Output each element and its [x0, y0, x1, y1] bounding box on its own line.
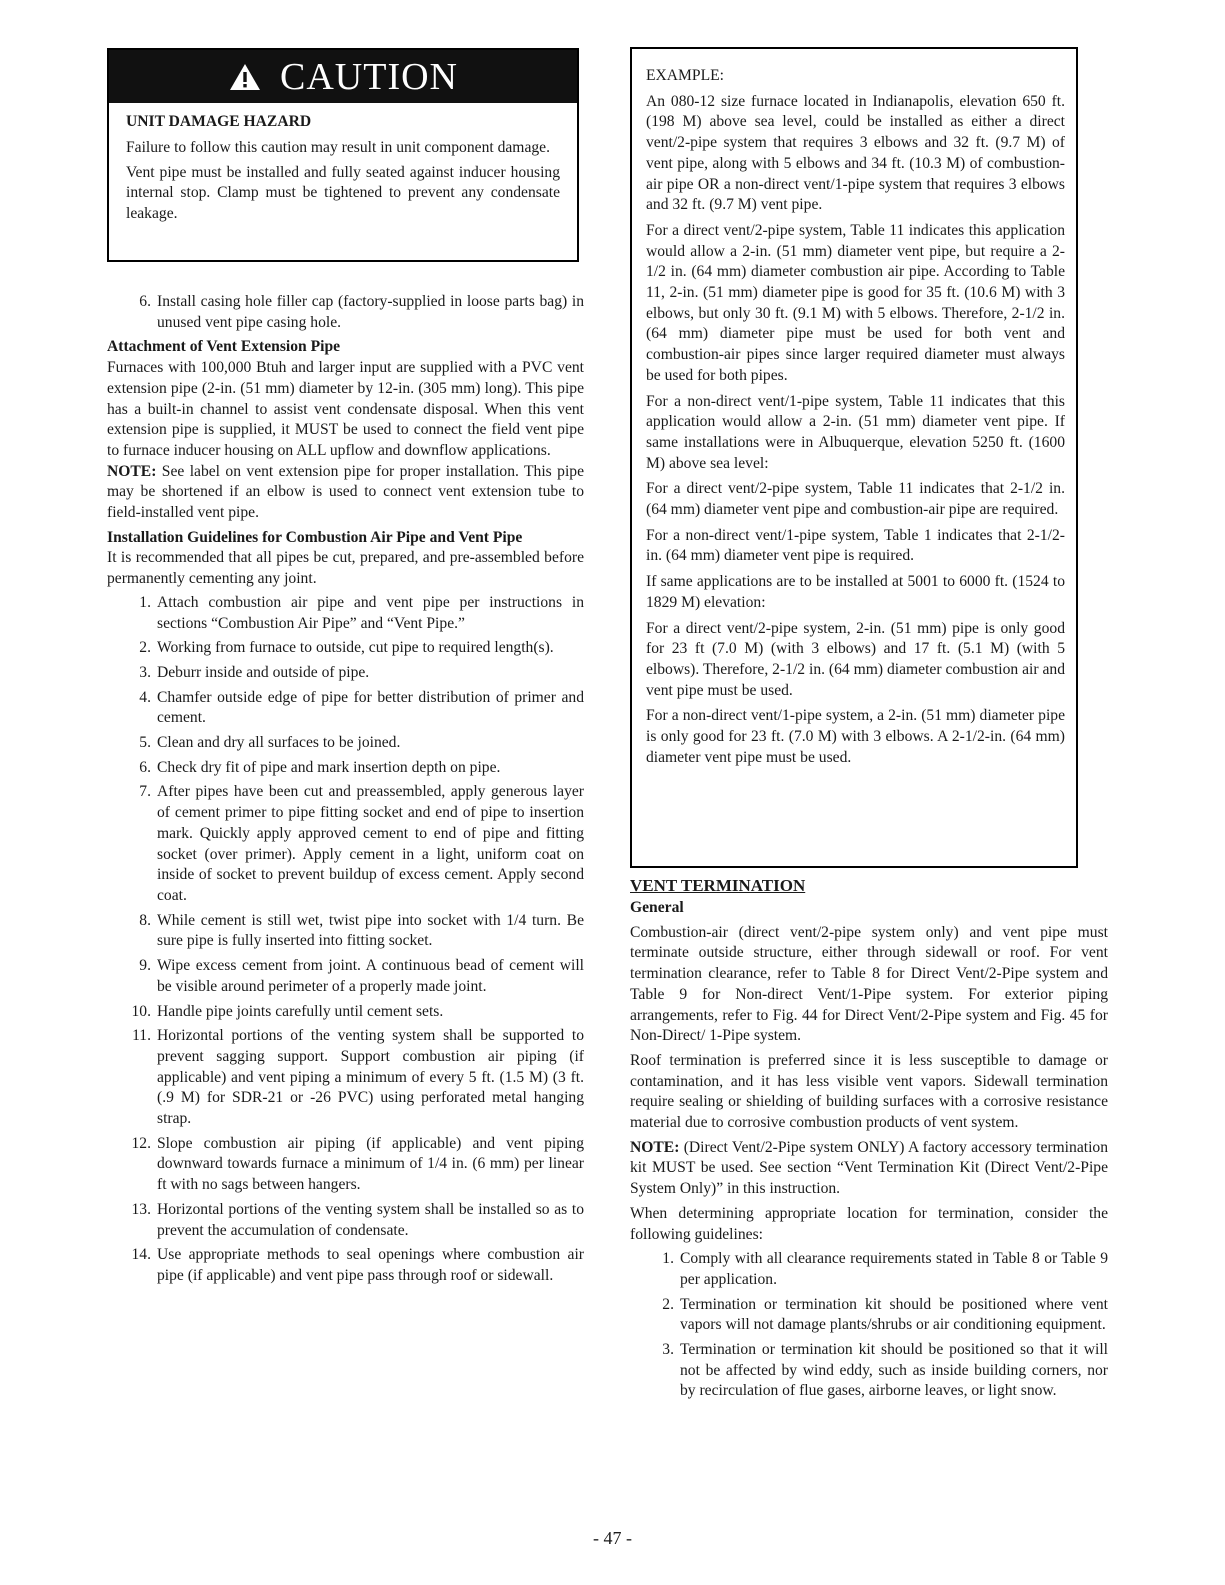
list-item: 7. After pipes have been cut and preassembled, apply generous layer of cement primer to pipe fitting socket and end of pipe to insertion mark. Quickly apply approved cement to end of pipe and fitting socket (over primer). Apply cement in a light, uniform coat on inside of socket to prevent buildup of excess cement. Apply second coat.: [139, 783, 584, 904]
example-paragraph: For a non-direct vent/1-pipe system, Table 1 indicates that 2-1/2-in. (64 mm) diameter vent pipe is required.: [646, 526, 1065, 565]
list-item: 2. Working from furnace to outside, cut pipe to required length(s).: [139, 639, 554, 657]
termination-paragraph: When determining appropriate location for termination, consider the following guidelines:: [630, 1204, 1108, 1243]
attachment-paragraph: Furnaces with 100,000 Btuh and larger input are supplied with a PVC vent extension pipe (2-in. (51 mm) diameter by 12-in. (305 mm) long). This pipe has a built-in channel to assist vent condensate disposal. When this vent extension pipe is supplied, it MUST be used to connect the field vent pipe to furnace inducer housing on ALL upflow and downflow applications.: [107, 359, 584, 459]
termination-paragraph: Roof termination is preferred since it is less susceptible to damage or contamination, and it has less visible vent vapors. Sidewall termination require sealing or shielding of building surfaces with a corrosive resistance material due to corrosive combustion products of vent system.: [630, 1051, 1108, 1132]
list-item: 3. Termination or termination kit should be positioned so that it will not be affected by wind eddy, such as inside building corners, nor by recirculation of flue gases, airborne leaves, or light snow.: [662, 1341, 1108, 1400]
example-paragraph: If same applications are to be installed at 5001 to 6000 ft. (1524 to 1829 M) elevation:: [646, 573, 1065, 611]
page-number: - 47 -: [593, 1528, 632, 1548]
list-item: 1. Attach combustion air pipe and vent pipe per instructions in sections “Combustion Air Pipe” and “Vent Pipe.”: [139, 593, 584, 632]
caution-text-2: Vent pipe must be installed and fully seated against inducer housing internal stop. Clamp must be tightened to prevent any condensate leakage.: [126, 163, 560, 223]
list-item: 14. Use appropriate methods to seal openings where combustion air pipe (if applicable) and vent pipe pass through roof or sidewall.: [131, 1246, 584, 1284]
note-paragraph: NOTE: See label on vent extension pipe for proper installation. This pipe may be shortened if an elbow is used to connect vent extension tube to field-installed vent pipe.: [107, 462, 584, 522]
list-item: 3. Deburr inside and outside of pipe.: [139, 663, 370, 681]
general-heading: General: [630, 899, 684, 916]
guidelines-list: [630, 1249, 1108, 1402]
attachment-heading: Attachment of Vent Extension Pipe: [107, 338, 341, 356]
list-item: 2. Termination or termination kit should be positioned where vent vapors will not damage plants/shrubs or air conditioning equipment.: [662, 1295, 1108, 1334]
example-label: EXAMPLE:: [646, 67, 724, 84]
list-item: 12. Slope combustion air piping (if applicable) and vent piping downward towards furnace a minimum of 1/4 in. (6 mm) per linear ft with no sags between hangers.: [131, 1134, 584, 1194]
caution-box: [107, 48, 579, 262]
list-item: 6. Install casing hole filler cap (factory-supplied in loose parts bag) in unused vent pipe casing hole.: [139, 293, 584, 331]
hazard-title: UNIT DAMAGE HAZARD: [126, 113, 312, 130]
install-paragraph: It is recommended that all pipes be cut, prepared, and pre-assembled before permanently cementing any joint.: [107, 549, 584, 588]
install-guidelines-heading: Installation Guidelines for Combustion Air Pipe and Vent Pipe: [107, 528, 523, 546]
section-title: VENT TERMINATION: [630, 876, 806, 895]
list-item: 11. Horizontal portions of the venting system shall be supported to prevent sagging support. Support combustion air piping (if applicable) and vent piping a minimum of every 5 ft. (1.5 M) (3 ft. (.9 M) for SDR-21 or -26 PVC) using perforated metal hanging strap.: [132, 1027, 584, 1128]
example-paragraph: For a non-direct vent/1-pipe system, a 2-in. (51 mm) diameter pipe is only good for 23 ft. (7.0 M) with 3 elbows. A 2-1/2-in. (64 mm) diameter vent pipe must be used.: [646, 707, 1065, 766]
list-item: 9. Wipe excess cement from joint. A continuous bead of cement will be visible around perimeter of a properly made joint.: [139, 957, 584, 995]
list-item: 10. Handle pipe joints carefully until cement sets.: [131, 1002, 444, 1020]
vent-termination-section: [630, 876, 1108, 1406]
example-paragraph: For a non-direct vent/1-pipe system, Table 11 indicates that this application would allow a 2-in. (51 mm) diameter vent pipe. If same installations were in Albuquerque, elevation 5250 ft. (1600 M) above sea level:: [646, 392, 1065, 472]
list-item: 5. Clean and dry all surfaces to be joined.: [139, 734, 401, 752]
list-item: 4. Chamfer outside edge of pipe for better distribution of primer and cement.: [139, 688, 584, 727]
list-item: 6. Check dry fit of pipe and mark insertion depth on pipe.: [139, 758, 501, 776]
install-steps-list: [107, 593, 584, 1287]
left-column: [107, 292, 584, 1291]
list-item: 13. Horizontal portions of the venting system shall be installed so as to prevent the accumulation of condensate.: [131, 1200, 584, 1239]
warning-triangle-icon: [228, 62, 262, 92]
list-item: 8. While cement is still wet, twist pipe into socket with 1/4 turn. Be sure pipe is fully inserted into fitting socket.: [139, 911, 584, 950]
example-paragraph: For a direct vent/2-pipe system, Table 11 indicates that 2-1/2 in. (64 mm) diameter vent pipe and combustion-air pipe are required.: [646, 480, 1065, 519]
list-item: 1. Comply with all clearance requirements stated in Table 8 or Table 9 per application.: [662, 1250, 1108, 1288]
termination-paragraph: Combustion-air (direct vent/2-pipe system only) and vent pipe must terminate outside structure, either through sidewall or roof. For vent termination clearance, refer to Table 8 for Direct Vent/2-Pipe system and Table 9 for Non-direct Vent/1-Pipe system. For exterior piping arrangements, refer to Fig. 44 for Direct Vent/2-Pipe system and Fig. 45 for Non-Direct/ 1-Pipe system.: [630, 923, 1108, 1045]
example-paragraph: For a direct vent/2-pipe system, Table 11 indicates this application would allow a 2-in. (51 mm) diameter vent pipe, but require a 2-1/2 in. (64 mm) diameter combustion air pipe. According to Table 11, 2-in. (51 mm) diameter pipe is good for 35 ft. (10.6 M) with 3 elbows, but only 30 ft. (9.1 M) with 5 elbows. Therefore, 2-1/2 in. (64 mm) diameter pipe must be used for both vent and combustion-air pipes since larger required diameter must always be used for both pipes.: [646, 221, 1065, 384]
example-paragraph: An 080-12 size furnace located in Indianapolis, elevation 650 ft. (198 M) above sea level, could be installed as either a direct vent/2-pipe system that requires 3 elbows and 32 ft. (9.7 M) of vent pipe, along with 5 elbows and 34 ft. (10.3 M) of combustion-air pipe OR a non-direct vent/1-pipe system that requires 3 elbows and 32 ft. (9.7 M) vent pipe.: [646, 92, 1065, 214]
example-paragraph: For a direct vent/2-pipe system, 2-in. (51 mm) pipe is only good for 23 ft (7.0 M) (with 3 elbows) and 17 ft. (5.1 M) (with 5 elbows). Therefore, 2-1/2 in. (64 mm) diameter combustion air and vent pipe must be used.: [646, 619, 1065, 699]
note-paragraph: NOTE: (Direct Vent/2-Pipe system ONLY) A factory accessory termination kit MUST be used. See section “Vent Termination Kit (Direct Vent/2-Pipe System Only)” in this instruction.: [630, 1138, 1108, 1198]
caution-header: [109, 50, 577, 103]
example-box: [630, 47, 1078, 868]
caution-text-1: Failure to follow this caution may result in unit component damage.: [126, 139, 550, 156]
caution-title: CAUTION: [280, 55, 458, 98]
